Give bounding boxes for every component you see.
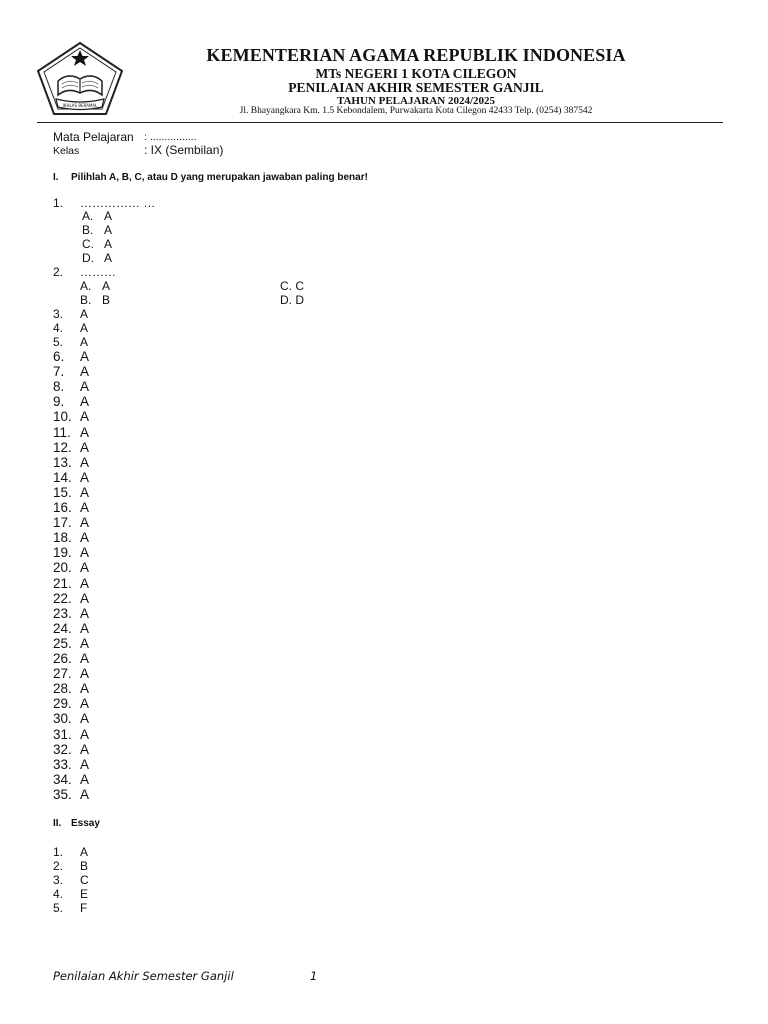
question-number: 16. [53,500,72,515]
question-2-option-c: C. C [280,279,304,293]
question-text: A [80,321,89,335]
option-text: A [104,209,113,223]
question-text: A [80,651,90,666]
question-number: 30. [53,711,72,727]
essay-number: 3. [53,873,64,887]
header-ministry: KEMENTERIAN AGAMA REPUBLIK INDONESIA [206,45,626,65]
question-2-option-d: D. D [280,293,304,307]
question-number: 3. [53,307,64,321]
question-text: A [80,454,90,470]
option-text: A [102,279,111,293]
question-number: 6. [53,349,65,364]
question-text: A [80,560,90,576]
question-text: A [80,545,90,561]
question-text: A [80,786,90,802]
essay-text: A [80,845,89,859]
question-number: 12. [53,439,72,455]
question-number: 28. [53,681,72,697]
question-text: A [80,500,90,515]
question-text: A [80,696,90,712]
question-2-option-b [80,293,110,307]
question-text: A [80,726,90,742]
question-number: 21. [53,575,72,591]
logo-ribbon-text: IKHLAS BERAMAL [62,103,98,108]
header-school: MTs NEGERI 1 KOTA CILEGON [315,66,517,81]
question-text: A [80,681,90,697]
question-number: 29. [53,696,72,712]
option-letter: A. [82,209,94,223]
option-letter: B. [82,223,94,237]
subject-value: : ................ [144,131,197,143]
question-text: A [80,605,90,621]
footer-title: Penilaian Akhir Semester Ganjil [53,969,234,983]
question-text: A [80,424,90,440]
question-number: 8. [53,379,65,395]
question-number: 32. [53,741,72,757]
question-text: A [80,666,90,682]
question-number: 31. [53,726,72,742]
essay-text: F [80,901,88,915]
question-number: 25. [53,635,72,651]
question-number: 5. [53,335,64,349]
class-label: Kelas [53,145,80,157]
section-2-number: II. [53,818,62,829]
question-number: 23. [53,605,72,621]
section-1-number: I. [53,172,59,183]
question-number: 7. [53,364,65,380]
essay-number: 4. [53,887,64,901]
question-2-number: 2. [53,265,64,279]
question-text: A [80,349,90,364]
question-text: A [80,756,90,772]
section-2-title: Essay [71,818,100,829]
question-text: A [80,771,90,787]
question-number: 35. [53,786,72,802]
option-text: A [104,251,113,265]
question-number: 20. [53,560,72,576]
question-1-number: 1. [53,196,64,210]
option-letter: A. [80,279,92,293]
essay-number: 1. [53,845,64,859]
question-text: A [80,307,89,321]
question-1-stem: …………… … [80,196,156,210]
option-text: B [102,293,111,307]
question-number: 9. [53,394,65,410]
question-number: 14. [53,469,72,485]
subject-label: Mata Pelajaran [53,130,134,144]
header-exam: PENILAIAN AKHIR SEMESTER GANJIL [288,80,544,95]
question-number: 24. [53,620,72,636]
question-text: A [80,530,90,546]
essay-number: 5. [53,901,64,915]
option-text: A [104,237,113,251]
question-number: 33. [53,756,72,772]
essay-text: E [80,887,89,901]
question-number: 11. [53,424,71,440]
question-number: 4. [53,321,64,335]
question-text: A [80,394,90,410]
question-text: A [80,590,90,606]
option-letter: B. [80,293,92,307]
question-number: 19. [53,545,72,561]
question-text: A [80,741,90,757]
question-number: 18. [53,530,72,546]
question-text: A [80,620,90,636]
option-letter: C. [82,237,94,251]
footer-page-number: 1 [310,969,318,983]
class-value: : IX (Sembilan) [144,143,224,157]
kemenag-emblem-icon [36,41,124,117]
question-text: A [80,439,90,455]
question-1-option-c [82,237,112,251]
header-address: Jl. Bhayangkara Km. 1.5 Kebondalem, Purwakarta Kota Cilegon 42433 Telp. (0254) 387542 [239,106,593,116]
section-1-title: Pilihlah A, B, C, atau D yang merupakan jawaban paling benar! [71,172,368,183]
question-number: 17. [53,515,72,531]
question-text: A [80,364,90,380]
question-2-stem: ……… [80,265,116,279]
question-number: 27. [53,666,72,682]
header-divider [37,122,723,123]
question-text: A [80,635,90,651]
question-text: A [80,515,90,531]
option-letter: D. [82,251,94,265]
question-text: A [80,409,90,425]
question-1-option-d [82,251,112,265]
essay-text: B [80,859,89,873]
question-text: A [80,484,90,500]
question-number: 10. [53,409,72,425]
question-1-option-b [82,223,112,237]
question-2-option-a [80,279,110,293]
question-text: A [80,711,90,727]
question-number: 15. [53,484,72,500]
question-number: 13. [53,454,72,470]
question-text: A [80,335,89,349]
option-text: A [104,223,113,237]
question-number: 26. [53,651,72,666]
header-academic-year: TAHUN PELAJARAN 2024/2025 [336,95,496,107]
question-text: A [80,469,90,485]
question-text: A [80,575,90,591]
essay-number: 2. [53,859,64,873]
question-1-option-a [82,209,112,223]
question-text: A [80,379,90,395]
essay-text: C [80,873,89,887]
question-number: 34. [53,771,72,787]
question-number: 22. [53,590,72,606]
